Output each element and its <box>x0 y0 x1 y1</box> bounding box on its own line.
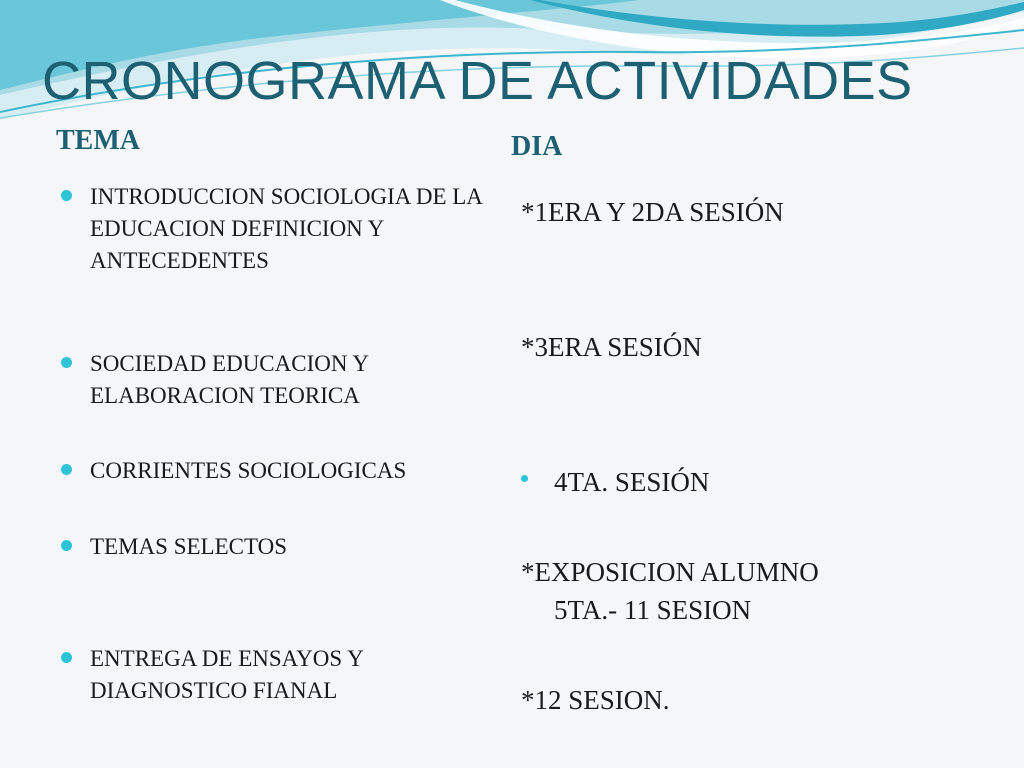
tema-item-text: ENTREGA DE ENSAYOS Y DIAGNOSTICO FIANAL <box>90 646 363 703</box>
tema-list-item <box>90 455 490 487</box>
bullet-icon <box>61 652 72 663</box>
dia-item: *3ERA SESIÓN <box>521 332 702 362</box>
dia-item-text: 4TA. SESIÓN <box>554 467 710 497</box>
bullet-icon <box>521 475 528 482</box>
tema-list-item <box>90 531 490 563</box>
tema-item-text: INTRODUCCION SOCIOLOGIA DE LA EDUCACION DEFINICION Y ANTECEDENTES <box>90 184 482 273</box>
bullet-icon <box>61 464 72 475</box>
dia-item: *1ERA Y 2DA SESIÓN <box>521 197 784 227</box>
dia-item: *12 SESION. <box>521 685 670 715</box>
dia-item-bulleted <box>521 463 901 501</box>
bullet-icon <box>61 357 72 368</box>
bullet-icon <box>61 190 72 201</box>
dia-item-line: *EXPOSICION ALUMNO <box>521 557 819 587</box>
tema-list-item <box>90 643 490 707</box>
column-heading-dia: DIA <box>511 131 563 162</box>
bullet-icon <box>61 540 72 551</box>
tema-item-text: TEMAS SELECTOS <box>90 534 288 559</box>
slide-title: CRONOGRAMA DE ACTIVIDADES <box>42 51 913 111</box>
tema-list-item <box>90 181 490 277</box>
column-heading-tema: TEMA <box>56 125 140 156</box>
tema-list-item <box>90 348 490 412</box>
tema-item-text: CORRIENTES SOCIOLOGICAS <box>90 458 407 483</box>
dia-item-line: 5TA.- 11 SESION <box>554 595 752 625</box>
tema-item-text: SOCIEDAD EDUCACION Y ELABORACION TEORICA <box>90 351 369 408</box>
dia-item <box>521 553 901 629</box>
